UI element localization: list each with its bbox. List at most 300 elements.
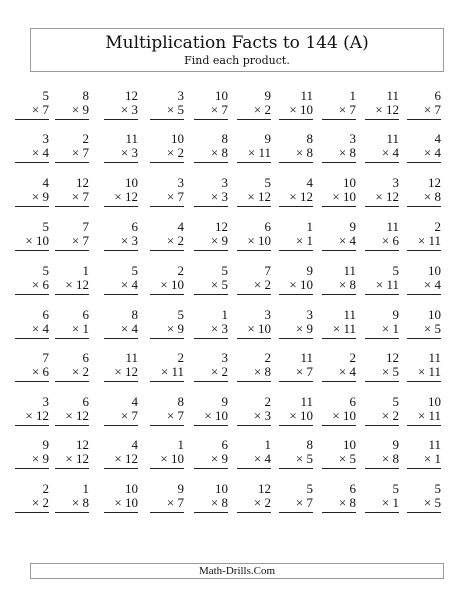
multiplier: × 7: [120, 408, 138, 423]
multiplication-problem: [55, 263, 89, 305]
multiplier: × 9: [166, 321, 184, 336]
answer-line: [55, 250, 89, 251]
multiplication-problem: [55, 481, 89, 523]
answer-line: [237, 294, 271, 295]
answer-line: [104, 381, 138, 382]
multiplier: × 7: [295, 495, 313, 510]
answer-line: [237, 381, 271, 382]
multiplier: × 2: [381, 408, 399, 423]
multiplier: × 11: [417, 408, 441, 423]
answer-line: [365, 425, 399, 426]
answer-line: [365, 162, 399, 163]
multiplication-problem: [237, 175, 271, 217]
multiplier: × 2: [166, 233, 184, 248]
multiplication-problem: [322, 263, 356, 305]
multiplication-problem: [279, 394, 313, 436]
multiplication-problem: [365, 350, 399, 392]
answer-line: [15, 162, 49, 163]
multiplier: × 7: [71, 145, 89, 160]
answer-line: [104, 512, 138, 513]
multiplicand: 3: [177, 88, 184, 103]
multiplicand: 1: [221, 307, 228, 322]
multiplier: × 8: [71, 495, 89, 510]
multiplier: × 12: [65, 277, 89, 292]
multiplication-problem: [322, 481, 356, 523]
multiplicand: 11: [428, 350, 441, 365]
multiplicand: 9: [392, 307, 399, 322]
multiplication-problem: [237, 219, 271, 261]
multiplication-problem: [322, 437, 356, 479]
answer-line: [237, 338, 271, 339]
multiplication-problem: [55, 175, 89, 217]
answer-line: [322, 425, 356, 426]
multiplier: × 9: [295, 321, 313, 336]
answer-line: [365, 294, 399, 295]
multiplication-problem: [150, 394, 184, 436]
multiplicand: 11: [343, 307, 356, 322]
answer-line: [150, 338, 184, 339]
answer-line: [279, 250, 313, 251]
multiplicand: 4: [306, 175, 313, 190]
answer-line: [322, 381, 356, 382]
multiplier: × 4: [423, 145, 441, 160]
multiplier: × 12: [375, 189, 399, 204]
answer-line: [55, 119, 89, 120]
multiplier: × 1: [71, 321, 89, 336]
multiplicand: 10: [428, 263, 441, 278]
multiplicand: 3: [221, 175, 228, 190]
multiplier: × 8: [423, 189, 441, 204]
answer-line: [194, 338, 228, 339]
multiplier: × 1: [381, 495, 399, 510]
multiplier: × 3: [210, 321, 228, 336]
multiplication-problem: [55, 394, 89, 436]
multiplier: × 3: [253, 408, 271, 423]
multiplicand: 5: [177, 307, 184, 322]
multiplicand: 4: [177, 219, 184, 234]
multiplicand: 11: [300, 350, 313, 365]
multiplier: × 12: [25, 408, 49, 423]
multiplicand: 2: [264, 394, 271, 409]
multiplicand: 10: [215, 88, 228, 103]
multiplier: × 7: [166, 408, 184, 423]
multiplier: × 11: [247, 145, 271, 160]
multiplier: × 4: [381, 145, 399, 160]
multiplicand: 8: [177, 394, 184, 409]
multiplicand: 1: [264, 437, 271, 452]
multiplicand: 10: [125, 175, 138, 190]
multiplicand: 3: [306, 307, 313, 322]
multiplicand: 5: [306, 481, 313, 496]
multiplicand: 10: [171, 131, 184, 146]
multiplicand: 5: [42, 263, 49, 278]
multiplier: × 2: [71, 364, 89, 379]
multiplicand: 2: [82, 131, 89, 146]
multiplicand: 3: [392, 175, 399, 190]
multiplier: × 8: [210, 495, 228, 510]
worksheet-instructions: Find each product.: [184, 54, 290, 67]
answer-line: [194, 206, 228, 207]
answer-line: [104, 162, 138, 163]
answer-line: [55, 294, 89, 295]
multiplier: × 1: [381, 321, 399, 336]
multiplier: × 10: [332, 408, 356, 423]
multiplication-problem: [55, 219, 89, 261]
multiplication-problem: [407, 394, 441, 436]
worksheet-footer: [30, 563, 444, 579]
multiplier: × 4: [338, 364, 356, 379]
multiplicand: 5: [42, 88, 49, 103]
multiplicand: 2: [434, 219, 441, 234]
multiplier: × 7: [31, 102, 49, 117]
multiplicand: 11: [300, 88, 313, 103]
multiplication-problem: [407, 88, 441, 130]
multiplicand: 6: [264, 219, 271, 234]
answer-line: [150, 162, 184, 163]
multiplier: × 8: [338, 145, 356, 160]
multiplication-problem: [15, 307, 49, 349]
answer-line: [279, 119, 313, 120]
multiplication-problem: [55, 350, 89, 392]
answer-line: [322, 294, 356, 295]
answer-line: [15, 294, 49, 295]
answer-line: [407, 294, 441, 295]
multiplication-problem: [194, 437, 228, 479]
multiplicand: 5: [392, 481, 399, 496]
multiplier: × 9: [71, 102, 89, 117]
answer-line: [104, 250, 138, 251]
answer-line: [194, 294, 228, 295]
multiplier: × 10: [160, 277, 184, 292]
multiplicand: 6: [221, 437, 228, 452]
multiplication-problem: [237, 481, 271, 523]
multiplicand: 1: [82, 263, 89, 278]
answer-line: [322, 119, 356, 120]
multiplication-problem: [15, 131, 49, 173]
multiplication-problem: [150, 307, 184, 349]
multiplication-problem: [194, 350, 228, 392]
answer-line: [279, 162, 313, 163]
answer-line: [104, 468, 138, 469]
multiplication-problem: [104, 350, 138, 392]
answer-line: [104, 294, 138, 295]
multiplier: × 2: [210, 364, 228, 379]
multiplier: × 12: [65, 451, 89, 466]
answer-line: [237, 425, 271, 426]
multiplicand: 11: [428, 437, 441, 452]
multiplicand: 6: [434, 88, 441, 103]
answer-line: [150, 206, 184, 207]
multiplicand: 3: [221, 350, 228, 365]
multiplier: × 7: [295, 364, 313, 379]
multiplier: × 3: [120, 102, 138, 117]
multiplicand: 12: [386, 350, 399, 365]
multiplicand: 7: [42, 350, 49, 365]
multiplication-problem: [365, 219, 399, 261]
multiplier: × 7: [166, 495, 184, 510]
multiplier: × 5: [381, 364, 399, 379]
multiplicand: 1: [349, 88, 356, 103]
multiplication-problem: [194, 88, 228, 130]
multiplication-problem: [15, 175, 49, 217]
multiplier: × 6: [31, 364, 49, 379]
multiplicand: 9: [42, 437, 49, 452]
multiplier: × 10: [289, 408, 313, 423]
multiplication-problem: [407, 437, 441, 479]
multiplication-problem: [322, 394, 356, 436]
multiplier: × 2: [253, 495, 271, 510]
answer-line: [104, 425, 138, 426]
multiplication-problem: [322, 350, 356, 392]
multiplication-problem: [407, 263, 441, 305]
multiplicand: 9: [392, 437, 399, 452]
multiplier: × 10: [247, 233, 271, 248]
multiplication-problem: [104, 437, 138, 479]
multiplier: × 4: [120, 277, 138, 292]
multiplication-problem: [279, 219, 313, 261]
answer-line: [150, 425, 184, 426]
multiplication-problem: [194, 307, 228, 349]
multiplicand: 5: [264, 175, 271, 190]
multiplicand: 8: [82, 88, 89, 103]
multiplication-problem: [322, 88, 356, 130]
answer-line: [407, 338, 441, 339]
multiplicand: 7: [264, 263, 271, 278]
multiplicand: 2: [177, 350, 184, 365]
answer-line: [55, 381, 89, 382]
answer-line: [407, 468, 441, 469]
answer-line: [194, 425, 228, 426]
multiplier: × 8: [210, 145, 228, 160]
multiplier: × 9: [31, 451, 49, 466]
answer-line: [322, 206, 356, 207]
answer-line: [407, 381, 441, 382]
footer-site-name: Math-Drills.Com: [198, 565, 276, 577]
answer-line: [279, 425, 313, 426]
answer-line: [322, 162, 356, 163]
multiplication-problem: [150, 437, 184, 479]
multiplicand: 10: [343, 437, 356, 452]
answer-line: [104, 119, 138, 120]
answer-line: [194, 250, 228, 251]
multiplier: × 11: [332, 321, 356, 336]
answer-line: [150, 250, 184, 251]
answer-line: [365, 206, 399, 207]
multiplication-problem: [15, 394, 49, 436]
multiplication-problem: [150, 481, 184, 523]
multiplication-problem: [15, 481, 49, 523]
answer-line: [237, 468, 271, 469]
multiplication-problem: [279, 481, 313, 523]
multiplication-problem: [322, 131, 356, 173]
answer-line: [237, 250, 271, 251]
multiplier: × 10: [247, 321, 271, 336]
multiplicand: 4: [42, 175, 49, 190]
multiplicand: 2: [349, 350, 356, 365]
multiplicand: 9: [264, 131, 271, 146]
multiplication-problem: [104, 219, 138, 261]
answer-line: [407, 250, 441, 251]
answer-line: [407, 425, 441, 426]
multiplier: × 12: [65, 408, 89, 423]
multiplicand: 4: [131, 437, 138, 452]
multiplication-problem: [365, 481, 399, 523]
multiplier: × 5: [166, 102, 184, 117]
multiplication-problem: [104, 394, 138, 436]
multiplicand: 4: [434, 131, 441, 146]
multiplicand: 1: [82, 481, 89, 496]
multiplier: × 7: [71, 233, 89, 248]
multiplication-problem: [150, 175, 184, 217]
multiplicand: 10: [428, 394, 441, 409]
answer-line: [322, 468, 356, 469]
multiplier: × 4: [31, 145, 49, 160]
answer-line: [407, 162, 441, 163]
multiplicand: 9: [177, 481, 184, 496]
answer-line: [15, 468, 49, 469]
multiplier: × 5: [295, 451, 313, 466]
multiplier: × 10: [289, 102, 313, 117]
multiplicand: 11: [343, 263, 356, 278]
answer-line: [55, 338, 89, 339]
multiplier: × 7: [71, 189, 89, 204]
multiplier: × 5: [423, 321, 441, 336]
answer-line: [279, 338, 313, 339]
multiplication-problem: [194, 394, 228, 436]
multiplication-problem: [279, 437, 313, 479]
multiplier: × 6: [31, 277, 49, 292]
multiplication-problem: [150, 219, 184, 261]
answer-line: [407, 512, 441, 513]
multiplicand: 12: [258, 481, 271, 496]
multiplication-problem: [322, 175, 356, 217]
multiplication-problem: [104, 263, 138, 305]
multiplication-problem: [407, 307, 441, 349]
multiplier: × 11: [417, 233, 441, 248]
multiplier: × 7: [423, 102, 441, 117]
answer-line: [365, 381, 399, 382]
multiplicand: 3: [349, 131, 356, 146]
answer-line: [55, 206, 89, 207]
answer-line: [365, 338, 399, 339]
answer-line: [15, 512, 49, 513]
answer-line: [15, 250, 49, 251]
answer-line: [150, 294, 184, 295]
multiplicand: 6: [349, 394, 356, 409]
multiplication-problem: [104, 307, 138, 349]
answer-line: [279, 206, 313, 207]
multiplicand: 6: [349, 481, 356, 496]
multiplication-problem: [365, 437, 399, 479]
multiplicand: 12: [76, 437, 89, 452]
answer-line: [55, 468, 89, 469]
answer-line: [237, 512, 271, 513]
multiplication-problem: [279, 307, 313, 349]
multiplication-problem: [150, 263, 184, 305]
multiplication-problem: [15, 350, 49, 392]
multiplication-problem: [279, 88, 313, 130]
answer-line: [194, 162, 228, 163]
multiplication-problem: [237, 263, 271, 305]
multiplicand: 12: [428, 175, 441, 190]
multiplication-problem: [194, 219, 228, 261]
multiplier: × 8: [295, 145, 313, 160]
multiplier: × 4: [253, 451, 271, 466]
multiplication-problem: [407, 350, 441, 392]
multiplicand: 8: [306, 131, 313, 146]
multiplier: × 10: [114, 495, 138, 510]
multiplication-problem: [104, 175, 138, 217]
answer-line: [237, 119, 271, 120]
multiplication-problem: [407, 131, 441, 173]
multiplicand: 9: [221, 394, 228, 409]
multiplier: × 10: [160, 451, 184, 466]
multiplicand: 8: [131, 307, 138, 322]
multiplier: × 12: [289, 189, 313, 204]
answer-line: [322, 512, 356, 513]
multiplication-problem: [365, 175, 399, 217]
answer-line: [55, 162, 89, 163]
answer-line: [194, 512, 228, 513]
multiplier: × 3: [120, 233, 138, 248]
multiplier: × 12: [114, 451, 138, 466]
multiplicand: 3: [177, 175, 184, 190]
answer-line: [237, 206, 271, 207]
multiplier: × 5: [423, 495, 441, 510]
answer-line: [15, 119, 49, 120]
multiplicand: 2: [264, 350, 271, 365]
multiplicand: 7: [82, 219, 89, 234]
answer-line: [150, 512, 184, 513]
multiplication-problem: [365, 131, 399, 173]
multiplicand: 10: [125, 481, 138, 496]
multiplication-problem: [365, 394, 399, 436]
answer-line: [365, 250, 399, 251]
answer-line: [237, 162, 271, 163]
answer-line: [15, 206, 49, 207]
multiplier: × 2: [253, 277, 271, 292]
multiplication-problem: [407, 219, 441, 261]
multiplier: × 9: [210, 451, 228, 466]
multiplier: × 1: [423, 451, 441, 466]
multiplicand: 10: [428, 307, 441, 322]
multiplicand: 3: [42, 131, 49, 146]
multiplier: × 5: [210, 277, 228, 292]
multiplier: × 11: [375, 277, 399, 292]
multiplicand: 11: [386, 131, 399, 146]
multiplication-problem: [279, 263, 313, 305]
multiplicand: 9: [306, 263, 313, 278]
multiplicand: 5: [392, 394, 399, 409]
multiplicand: 10: [215, 481, 228, 496]
multiplication-problem: [104, 88, 138, 130]
multiplicand: 12: [125, 88, 138, 103]
multiplier: × 12: [114, 364, 138, 379]
multiplier: × 2: [253, 102, 271, 117]
multiplier: × 10: [204, 408, 228, 423]
multiplicand: 12: [76, 175, 89, 190]
multiplicand: 4: [131, 394, 138, 409]
answer-line: [150, 381, 184, 382]
multiplier: × 2: [31, 495, 49, 510]
multiplier: × 8: [338, 495, 356, 510]
multiplication-problem: [194, 263, 228, 305]
multiplication-problem: [237, 131, 271, 173]
multiplication-problem: [407, 481, 441, 523]
multiplication-problem: [55, 437, 89, 479]
answer-line: [279, 468, 313, 469]
answer-line: [104, 338, 138, 339]
